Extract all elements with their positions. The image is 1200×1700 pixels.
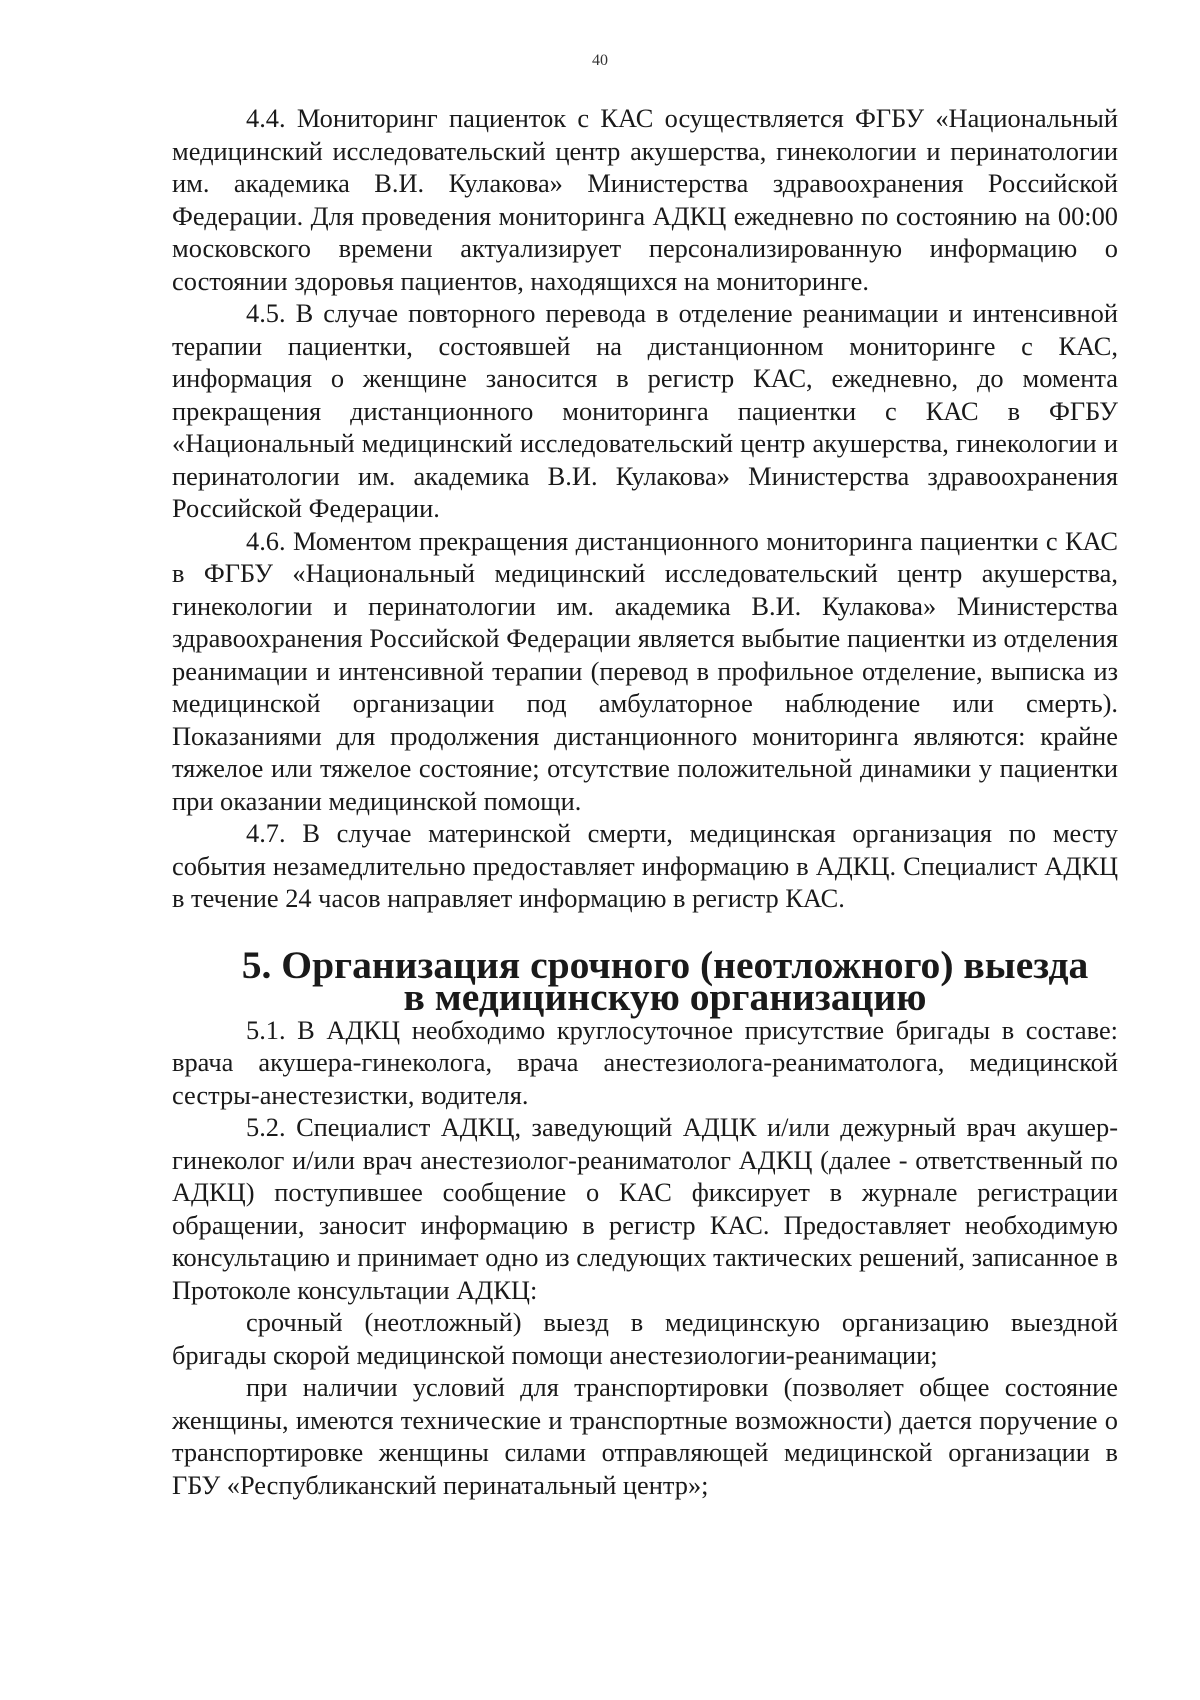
paragraph-transport-order: при наличии условий для транспортировки (позволяет общее состояние женщины, имеются технические и транспортные возможности) дается поручение о транспортировке женщины силами отправляющей медицинской организации в ГБУ «Республиканский перинатальный центр»; — [172, 1372, 1118, 1500]
paragraph-4-4: 4.4. Мониторинг пациенток с КАС осуществляется ФГБУ «Национальный медицинский исследовательский центр акушерства, гинекологии и перинатологии им. академика В.И. Кулакова» Министерства здравоохранения Российской Федерации. Для проведения мониторинга АДКЦ ежедневно по состоянию на 00:00 московского времени актуализирует персонализированную информацию о состоянии здоровья пациентов, находящихся на мониторинге. — [172, 103, 1118, 296]
paragraph-5-1: 5.1. В АДКЦ необходимо круглосуточное присутствие бригады в составе: врача акушера-гинеколога, врача анестезиолога-реаниматолога, медицинской сестры-анестезистки, водителя. — [172, 1014, 1118, 1110]
section-heading: 5. Организация срочного (неотложного) выезда в медицинскую организацию — [241, 942, 1089, 1019]
page-number: 40 — [592, 52, 608, 69]
document-body — [172, 102, 1118, 1501]
paragraph-4-5: 4.5. В случае повторного перевода в отделение реанимации и интенсивной терапии пациентки, состоявшей на дистанционном мониторинге с КАС, информация о женщине заносится в регистр КАС, ежедневно, до момента прекращения дистанционного мониторинга пациентки с КАС в ФГБУ «Национальный медицинский исследовательский центр акушерства, гинекологии и перинатологии им. академика В.И. Кулакова» Министерства здравоохранения Российской Федерации. — [172, 298, 1118, 523]
paragraph-4-7: 4.7. В случае материнской смерти, медицинская организация по месту события незамедлительно предоставляет информацию в АДКЦ. Специалист АДКЦ в течение 24 часов направляет информацию в регистр КАС. — [172, 818, 1118, 913]
paragraph-4-6: 4.6. Моментом прекращения дистанционного мониторинга пациентки с КАС в ФГБУ «Национальный медицинский исследовательский центр акушерства, гинекологии и перинатологии им. академика В.И. Кулакова» Министерства здравоохранения Российской Федерации является выбытие пациентки из отделения реанимации и интенсивной терапии (перевод в профильное отделение, выписка из медицинской организации под амбулаторное наблюдение или смерть). Показаниями для продолжения дистанционного мониторинга являются: крайне тяжелое или тяжелое состояние; отсутствие положительной динамики у пациентки при оказании медицинской помощи. — [172, 525, 1118, 816]
paragraph-5-2: 5.2. Специалист АДКЦ, заведующий АДЦК и/или дежурный врач акушер-гинеколог и/или врач анестезиолог-реаниматолог АДКЦ (далее - ответственный по АДКЦ) поступившее сообщение о КАС фиксирует в журнале регистрации обращении, заносит информацию в регистр КАС. Предоставляет необходимую консультацию и принимает одно из следующих тактических решений, записанное в Протоколе консультации АДКЦ: — [172, 1112, 1118, 1305]
paragraph-urgent-departure: срочный (неотложный) выезд в медицинскую организацию выездной бригады скорой медицинской помощи анестезиологии-реанимации; — [172, 1307, 1118, 1370]
